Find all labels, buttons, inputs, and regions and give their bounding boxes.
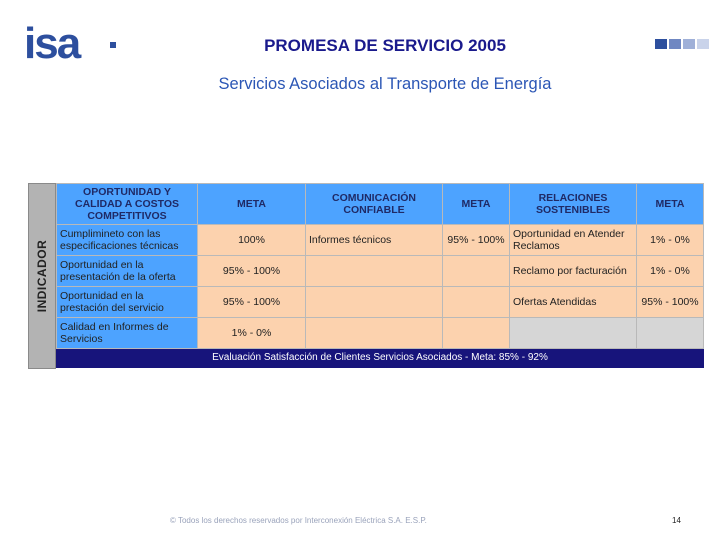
isa-logo	[24, 20, 120, 68]
indicator-cell: Oportunidad en la presentación de la oferta	[57, 256, 198, 287]
table-row	[57, 225, 704, 256]
goal-cell: 1% - 0%	[637, 225, 704, 256]
empty-cell	[306, 287, 443, 318]
header-cell: META	[443, 184, 510, 225]
decor-square	[683, 39, 695, 49]
copyright-notice: © Todos los derechos reservados por Interconexión Eléctrica S.A. E.S.P.	[170, 516, 427, 525]
indicator-cell: Reclamo por facturación	[510, 256, 637, 287]
goal-cell: 100%	[198, 225, 306, 256]
indicator-cell: Ofertas Atendidas	[510, 287, 637, 318]
goal-cell: 95% - 100%	[198, 287, 306, 318]
empty-cell	[443, 318, 510, 349]
table-row	[57, 256, 704, 287]
decor-square	[697, 39, 709, 49]
indicator-cell: Oportunidad en Atender Reclamos	[510, 225, 637, 256]
logo-dot-mark	[110, 42, 116, 48]
decorative-squares	[655, 39, 709, 49]
evaluation-summary: Evaluación Satisfacción de Clientes Servicios Asociados - Meta: 85% - 92%	[57, 349, 704, 368]
indicator-label: INDICADOR	[35, 239, 49, 313]
decor-square	[655, 39, 667, 49]
page-title: PROMESA DE SERVICIO 2005	[264, 36, 506, 55]
table-footer-row	[57, 349, 704, 368]
goal-cell: 95% - 100%	[637, 287, 704, 318]
empty-cell	[637, 318, 704, 349]
service-promise-table	[56, 183, 704, 368]
table-row	[57, 287, 704, 318]
decor-square	[669, 39, 681, 49]
indicator-cell: Oportunidad en la prestación del servicio	[57, 287, 198, 318]
header-cell: RELACIONES SOSTENIBLES	[510, 184, 637, 225]
page-number: 14	[672, 516, 681, 525]
page-subtitle: Servicios Asociados al Transporte de Energía	[218, 75, 552, 93]
empty-cell	[443, 287, 510, 318]
empty-cell	[443, 256, 510, 287]
goal-cell: 95% - 100%	[198, 256, 306, 287]
indicator-sidebar	[28, 183, 56, 369]
header-cell: META	[198, 184, 306, 225]
empty-cell	[306, 256, 443, 287]
empty-cell	[510, 318, 637, 349]
header-cell: OPORTUNIDAD Y CALIDAD A COSTOS COMPETITIVOS	[57, 184, 198, 225]
goal-cell: 1% - 0%	[637, 256, 704, 287]
empty-cell	[306, 318, 443, 349]
header-cell: META	[637, 184, 704, 225]
table-header-row	[57, 184, 704, 225]
goal-cell: 1% - 0%	[198, 318, 306, 349]
indicator-cell: Cumplimineto con las especificaciones técnicas	[57, 225, 198, 256]
table-row	[57, 318, 704, 349]
indicator-cell: Informes técnicos	[306, 225, 443, 256]
indicator-cell: Calidad en Informes de Servicios	[57, 318, 198, 349]
goal-cell: 95% - 100%	[443, 225, 510, 256]
logo-text: isa	[24, 20, 80, 68]
header-cell: COMUNICACIÓN CONFIABLE	[306, 184, 443, 225]
